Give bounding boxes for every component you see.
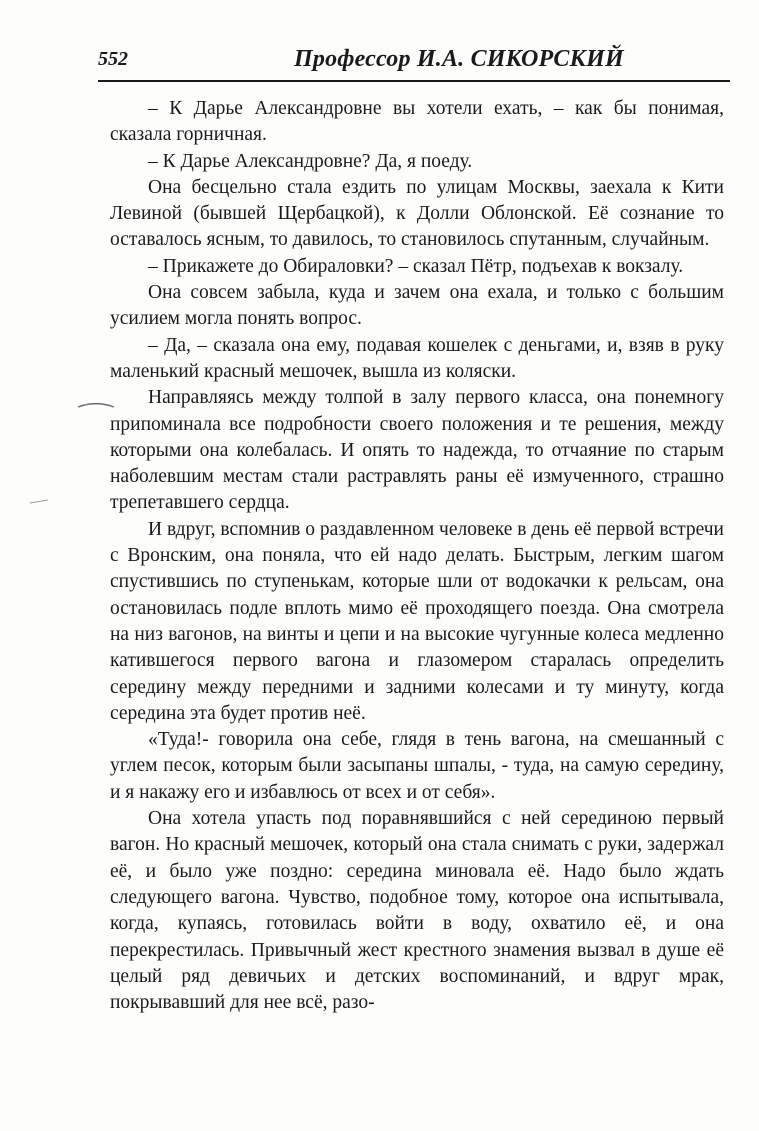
- paragraph: – К Дарье Александровне? Да, я поеду.: [148, 150, 473, 172]
- running-title: Профессор И.А. СИКОРСКИЙ: [294, 46, 624, 72]
- paragraph: Она бесцельно стала ездить по улицам Москвы, заехала к Кити Левиной (бывшей Щербацкой), к Долли Облонской. Её сознание то оставалось ясным, то давилось, то становилось спутанным, случайным.: [110, 176, 724, 251]
- page-number: 552: [98, 48, 128, 70]
- paragraph: Направляясь между толпой в залу первого класса, она понемногу припоминала все подробности своего положения и те решения, между которыми она колебалась. И опять то надежда, то отчаяние по старым наболевшим местам стали растравлять раны её измученного, страшно трепетавшего сердца.: [110, 387, 724, 514]
- paragraph: «Туда!- говорила она себе, глядя в тень вагона, на смешанный с углем песок, которым были засыпаны шпалы, - туда, на самую середину, и я накажу его и избавлюсь от всех и от себя».: [110, 729, 724, 803]
- paragraph: И вдруг, вспомнив о раздавленном человеке в день её первой встречи с Вронским, она поняла, что ей надо делать. Быстрым, легким шагом спустившись по ступенькам, которые шли от водокачки к рельсам, она остановилась подле вплоть мимо её проходящего поезда. Она смотрела на низ вагонов, на винты и цепи и на высокие чугунные колеса медленно катившегося первого вагона и глазомером старалась определить середину между передними и задними колесами и ту минуту, когда середина эта будет против неё.: [110, 518, 724, 724]
- page-header: [98, 44, 730, 82]
- paragraph: – Прикажете до Обираловки? – сказал Пётр, подъехав к вокзалу.: [148, 255, 684, 277]
- paragraph: – К Дарье Александровне вы хотели ехать, – как бы понимая, сказала горничная.: [110, 98, 724, 146]
- paragraph: – Да, – сказала она ему, подавая кошелек с деньгами, и, взяв в руку маленький красный мешочек, вышла из коляски.: [110, 334, 724, 382]
- paragraph: Она хотела упасть под поравнявшийся с ней серединою первый вагон. Но красный мешочек, который она стала снимать с руки, задержал её, и было уже поздно: середина миновала её. Надо было ждать следующего вагона. Чувство, подобное тому, которое она испытывала, когда, купаясь, готовилась войти в воду, охватило её, и она перекрестилась. Привычный жест крестного знамения вызвал в душе её целый ряд девичьих и детских воспоминаний, и вдруг мрак, покрывавший для нее всё, разо-: [110, 808, 724, 1014]
- body-text: [110, 96, 724, 1016]
- pencil-margin-mark-icon: [28, 496, 50, 506]
- paragraph: Она совсем забыла, куда и зачем она ехала, и только с большим усилием могла понять вопрос.: [110, 282, 724, 330]
